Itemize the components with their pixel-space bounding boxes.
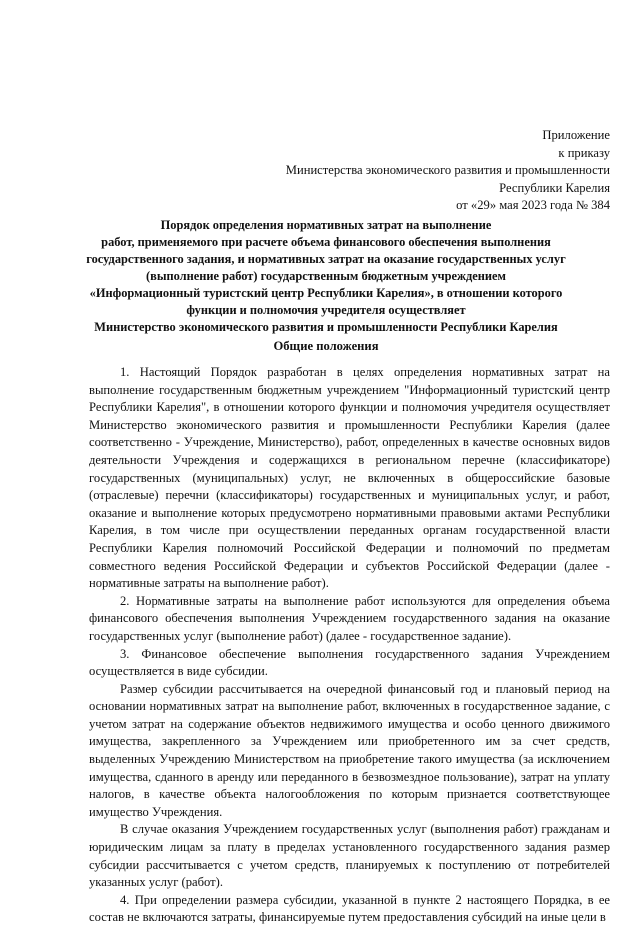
appendix-line: от «29» мая 2023 года № 384	[456, 198, 610, 212]
document-body	[89, 364, 610, 927]
title-line: функции и полномочия учредителя осуществляет	[186, 303, 466, 317]
title-line: Министерство экономического развития и промышленности Республики Карелия	[94, 320, 558, 334]
appendix-header	[286, 127, 610, 215]
title-line: работ, применяемого при расчете объема финансового обеспечения выполнения	[101, 235, 551, 249]
paragraph: 1. Настоящий Порядок разработан в целях определения нормативных затрат на выполнение государственным бюджетным учреждением "Информационный туристский центр Республики Карелия", в отношении которого функции и полномочия учредителя осуществляет Министерство экономического развития и промышленности Республики Карелия (далее соответственно - Учреждение, Министерство), работ, определенных в качестве основных видов деятельности Учреждения и содержащихся в региональном перечне (классификаторе) государственных (муниципальных) услуг, не включенных в общероссийские базовые (отраслевые) перечни (классификаторы) государственных и муниципальных услуг, и работ, оказание и выполнение которых предусмотрено нормативными правовыми актами Республики Карелия, в том числе при осуществлении переданных органам государственной власти Республики Карелия полномочий Российской Федерации и полномочий по предметам совместного ведения Российской Федерации и субъектов Российской Федерации (далее - нормативные затраты на выполнение работ).	[89, 365, 610, 591]
appendix-line: к приказу	[558, 145, 610, 160]
title-line: Порядок определения нормативных затрат на выполнение	[160, 218, 492, 232]
title-line: (выполнение работ) государственным бюджетным учреждением	[146, 269, 506, 283]
paragraph: 4. При определении размера субсидии, указанной в пункте 2 настоящего Порядка, в ее состав не включаются затраты, финансируемые путем предоставления субсидий на иные цели в	[89, 892, 610, 925]
paragraph: Размер субсидии рассчитывается на очередной финансовый год и плановый период на основании нормативных затрат на выполнение работ, включенных в государственное задание, с учетом затрат на содержание объектов недвижимого имущества и особо ценного движимого имущества, закрепленного за Учреждением или приобретенного им за счет средств, выделенных Учреждению Министерством на приобретение такого имущества (за исключением имущества, сданного в аренду или переданного в безвозмездное пользование), затрат на уплату налогов, в качестве объекта налогообложения по которым признается соответствующее имущество Учреждения.	[89, 681, 610, 819]
title-line: «Информационный туристский центр Республики Карелия», в отношении которого	[89, 286, 563, 300]
paragraph: 2. Нормативные затраты на выполнение работ используются для определения объема финансового обеспечения выполнения Учреждением государственного задания на оказание государственных услуг (выполнение работ) (далее - государственное задание).	[89, 593, 610, 643]
paragraph: 3. Финансовое обеспечение выполнения государственного задания Учреждением осуществляется в виде субсидии.	[89, 646, 610, 679]
appendix-line: Республики Карелия	[499, 180, 610, 195]
title-line: государственного задания, и нормативных затрат на оказание государственных услуг	[86, 252, 566, 266]
section-title: Общие положения	[273, 339, 379, 353]
paragraph: В случае оказания Учреждением государственных услуг (выполнения работ) гражданам и юридическим лицам за плату в пределах установленного государственного задания размер субсидии рассчитывается с учетом средств, планируемых к поступлению от потребителей указанных услуг (работ).	[89, 822, 610, 890]
appendix-line: Приложение	[542, 128, 610, 142]
appendix-line: Министерства экономического развития и промышленности	[285, 163, 610, 177]
document-title	[70, 217, 582, 336]
